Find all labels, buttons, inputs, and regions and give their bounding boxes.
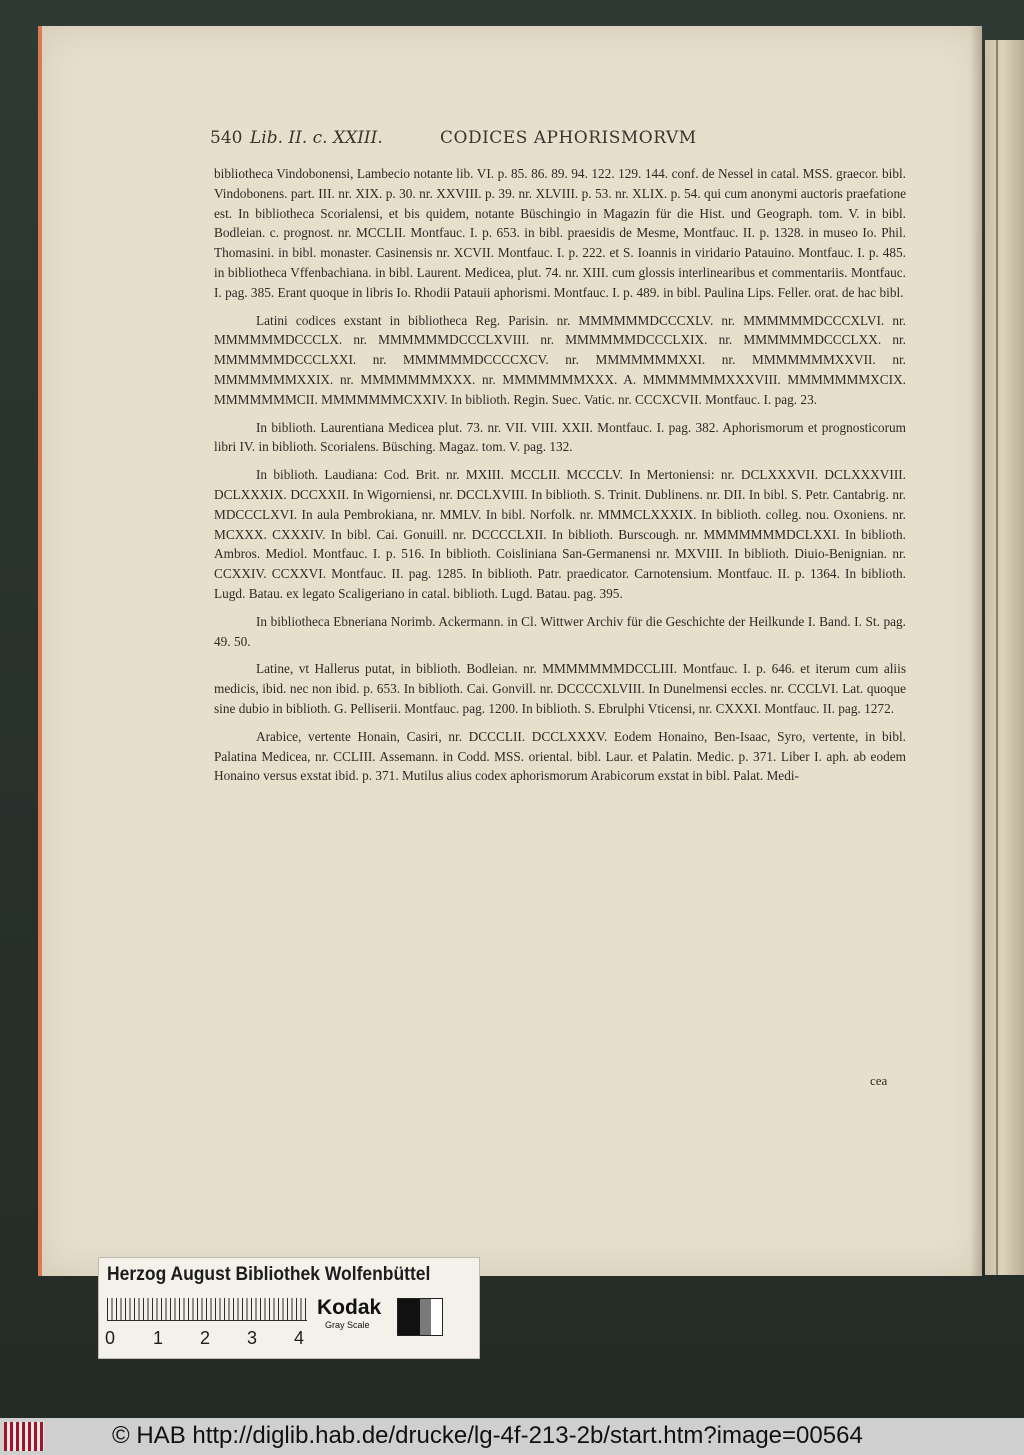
catchword: cea — [870, 1073, 888, 1088]
running-title: CODICES APHORISMORVM — [440, 128, 697, 148]
library-label-card — [98, 1257, 480, 1359]
hab-logo-icon — [4, 1422, 44, 1451]
page-gutter-line — [996, 40, 998, 1275]
gray-scale-patch — [397, 1298, 443, 1336]
ruler-baseline — [107, 1320, 307, 1321]
body-text — [214, 164, 906, 794]
paragraph: Arabice, vertente Honain, Casiri, nr. DCCCLII. DCCLXXXV. Eodem Honaino, Ben-Isaac, Syro, vertente, in bibl. Palatina Medicea, nr. CCLIII. Assemann. in Codd. MSS. oriental. bibl. Laur. et Palatin. Medic. p. 371. Liber I. aph. ab eodem Honaino versus exstat ibid. p. 371. Mutilus alius codex aphorismorum Arabicorum exstat in bibl. Palat. Medi- — [214, 728, 906, 784]
paragraph: Latine, vt Hallerus putat, in biblioth. Bodleian. nr. MMMMMMMDCCLIII. Montfauc. I. p. 646. et iterum cum aliis medicis, ibid. nec non ibid. p. 653. In biblioth. Cai. Gonvill. nr. DCCCCXLVIII. In Dunelmensi eccles. nr. CCCLVI. Lat. quoque sine dubio in biblioth. G. Pelliserii. Montfauc. pag. 1200. In biblioth. S. Ebrulphi Vticensi, nr. CXXXI. Montfauc. II. pag. 1272. — [214, 661, 906, 716]
library-name: Herzog August Bibliothek Wolfenbüttel — [107, 1264, 431, 1285]
paragraph: Latini codices exstant in bibliotheca Reg. Parisin. nr. MMMMMMDCCCXLV. nr. MMMMMMDCCCXLVI. nr. MMMMMMDCCCLX. nr. MMMMMMDCCCLXVIII. nr. MMMMMMDCCCLXIX. nr. MMMMMMDCCCLXX. nr. MMMMMMDCCCLXXI. nr. MMMMMMDCCCCXCV. nr. MMMMMMMXXI. nr. MMMMMMMXXVII. nr. MMMMMMMXXIX. nr. MMMMMMMXXX. nr. MMMMMMMXXX. A. MMMMMMMXXXVIII. MMMMMMMXCIX. MMMMMMMCII. MMMMMMMCXXIV. In biblioth. Regin. Suec. Vatic. nr. CCCXCVII. Montfauc. I. pag. 23. — [214, 312, 906, 407]
footer-bar — [0, 1418, 1024, 1455]
adjacent-page-edge — [985, 40, 1024, 1275]
page-left-edge — [38, 26, 42, 1276]
gray-scale-label: Gray Scale — [325, 1320, 370, 1330]
scale-ruler — [107, 1298, 307, 1320]
running-header — [210, 128, 910, 158]
ruler-number: 4 — [294, 1328, 305, 1348]
chapter-reference: Lib. II. c. XXIII. — [250, 128, 383, 148]
ruler-number: 1 — [153, 1328, 164, 1348]
kodak-logo: Kodak — [317, 1296, 382, 1319]
footer-copyright-link[interactable]: © HAB http://diglib.hab.de/drucke/lg-4f-213-2b/start.htm?image=00564 — [112, 1422, 863, 1449]
page-shadow — [970, 26, 982, 1276]
paragraph: In biblioth. Laurentiana Medicea plut. 73. nr. VII. VIII. XXII. Montfauc. I. pag. 382. Aphorismorum et prognosticorum libri IV. in biblioth. Scorialens. Büsching. Magaz. tom. V. pag. 132. — [214, 419, 906, 455]
paragraph: bibliotheca Vindobonensi, Lambecio notante lib. VI. p. 85. 86. 89. 94. 122. 129. 144. conf. de Nessel in catal. MSS. graecor. bibl. Vindobonens. part. III. nr. XIX. p. 30. nr. XXVIII. p. 39. nr. XLVIII. p. 53. nr. XLIX. p. 54. qui cum anonymi auctoris praefatione est. In bibliotheca Scorialensi, et bis quidem, notante Büschingio in Magazin für die Hist. und Geograph. tom. V. in bibl. Bodleian. c. prognost. nr. MCCLII. Montfauc. I. p. 653. in bibl. praesidis de Mesme, Montfauc. II. p. 1328. in museo Io. Phil. Thomasini. in bibl. monaster. Casinensis nr. XCVII. Montfauc. I. p. 222. et S. Ioannis in viridario Patauino. Montfauc. I. p. 485. in bibliotheca Vffenbachiana. in bibl. Laurent. Medicea, plut. 74. nr. XIII. cum glossis interlinearibus et commentariis. Montfauc. I. pag. 385. Erant quoque in libris Io. Rhodii Patauii aphorismi. Montfauc. I. p. 489. in bibl. Paulina Lips. Feller. orat. de hac bibl. — [214, 166, 906, 300]
paragraph: In bibliotheca Ebneriana Norimb. Ackermann. in Cl. Wittwer Archiv für die Geschichte der Heilkunde I. Band. I. St. pag. 49. 50. — [214, 613, 906, 649]
ruler-number: 3 — [247, 1328, 258, 1348]
page-number: 540 — [210, 128, 243, 148]
ruler-number: 0 — [105, 1328, 116, 1348]
ruler-number: 2 — [200, 1328, 211, 1348]
paragraph: In biblioth. Laudiana: Cod. Brit. nr. MXIII. MCCLII. MCCCLV. In Mertoniensi: nr. DCLXXXVII. DCLXXXVIII. DCLXXXIX. DCCXXII. In Wigorniensi, nr. DCCLXVIII. In biblioth. S. Trinit. Dublinens. nr. DII. In bibl. S. Petr. Cantabrig. nr. MDCCCLXVI. In aula Pembrokiana, nr. MMLV. In bibl. Norfolk. nr. MMMCLXXXIX. In biblioth. colleg. nou. Oxoniens. nr. MCXXX. CXXXIV. In bibl. Cai. Gonuill. nr. DCCCCLXII. In biblioth. Burscough. nr. MMMMMMMDCLXXI. In biblioth. Ambros. Mediol. Montfauc. I. p. 516. In biblioth. Coisliniana San-Germanensi nr. MXVIII. In biblioth. Diuio-Benignian. nr. CCXXIV. CCXXVI. Montfauc. II. pag. 1285. In biblioth. Patr. praedicator. Carnotensium. Montfauc. II. p. 1364. In biblioth. Lugd. Batau. ex legato Scaligeriano in catal. biblioth. Lugd. Batau. pag. 395. — [214, 467, 906, 601]
